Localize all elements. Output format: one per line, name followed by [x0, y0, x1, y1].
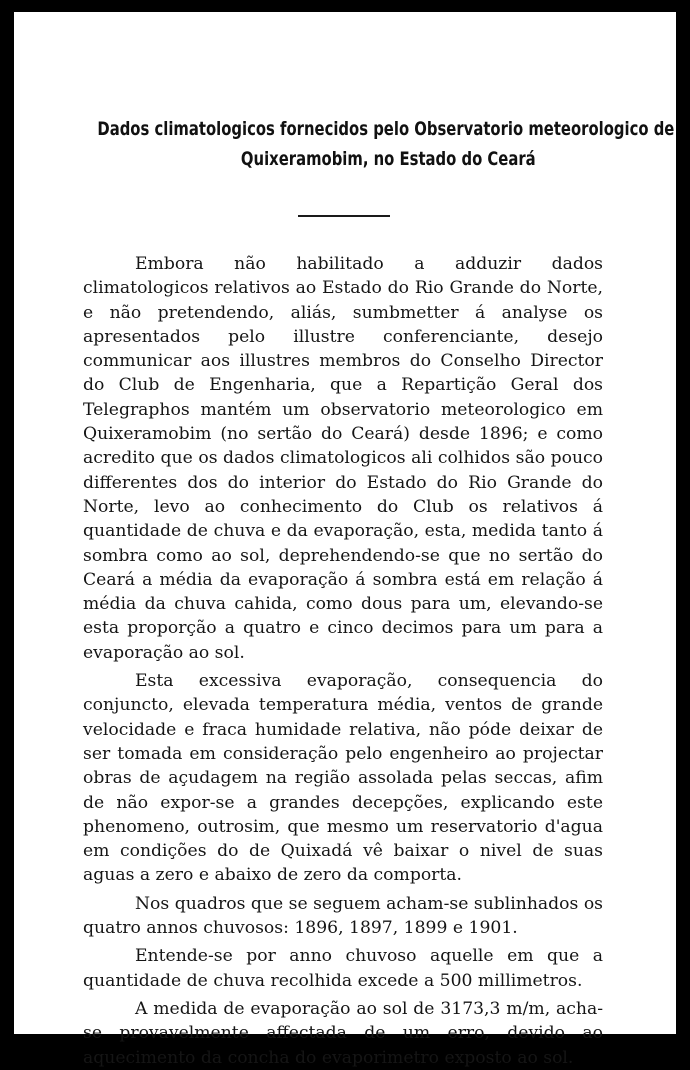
scanned-page	[14, 12, 676, 1068]
paragraph-5: A medida de evaporação ao sol de 3173,3 m/m, acha-se provavelmente affectada de um erro, devido ao aquecimento da concha do evaporimetro exposto ao sol.	[83, 998, 603, 1068]
paragraph-2: Esta excessiva evaporação, consequencia do conjuncto, elevada temperatura média, ventos de grande velocidade e fraca humidade relativa, não póde deixar de ser tomada em consideração pelo engenheiro ao projectar obras de açudagem na região assolada pelas seccas, afim de não expor-se a grandes decepções, explicando este phenomeno, outrosim, que mesmo um reservatorio d'agua em condições do de Quixadá vê baixar o nivel de suas aguas a zero e abaixo de zero da comporta.	[83, 671, 603, 886]
paragraph-4: Entende-se por anno chuvoso aquelle em que a quantidade de chuva recolhida excede a 500 millimetros.	[83, 946, 603, 991]
paragraph-3: Nos quadros que se seguem acham-se sublinhados os quatro annos chuvosos: 1896, 1897, 1899 e 1901.	[83, 893, 603, 939]
paragraph-1: Embora não habilitado a adduzir dados climatologicos relativos ao Estado do Rio Grande do Norte, e não pretendendo, aliás, sumbmetter á analyse os apresentados pelo illustre conferenciante, desejo communicar aos illustres membros do Conselho Director do Club de Engenharia, que a Repartição Geral dos Telegraphos mantém um observatorio meteorologico em Quixeramobim (no sertão do Ceará) desde 1896; e como acredito que os dados climatologicos ali colhidos são pouco differentes dos do interior do Estado do Rio Grande do Norte, levo ao conhecimento do Club os relativos á quantidade de chuva e da evaporação, esta, medida tanto á sombra como ao sol, deprehendendo-se que no sertão do Ceará a média da evaporação á sombra está em relação á média da chuva cahida, como dous para um, elevando-se esta proporção a quatro e cinco decimos para um para a evaporação ao sol.	[83, 254, 603, 663]
title-divider	[298, 215, 390, 217]
body-text	[83, 252, 603, 1070]
document-title	[74, 114, 675, 174]
title-line-1: Dados climatologicos fornecidos pelo Observatorio meteorologico de	[97, 118, 675, 140]
title-line-2: Quixeramobim, no Estado do Ceará	[240, 148, 536, 170]
